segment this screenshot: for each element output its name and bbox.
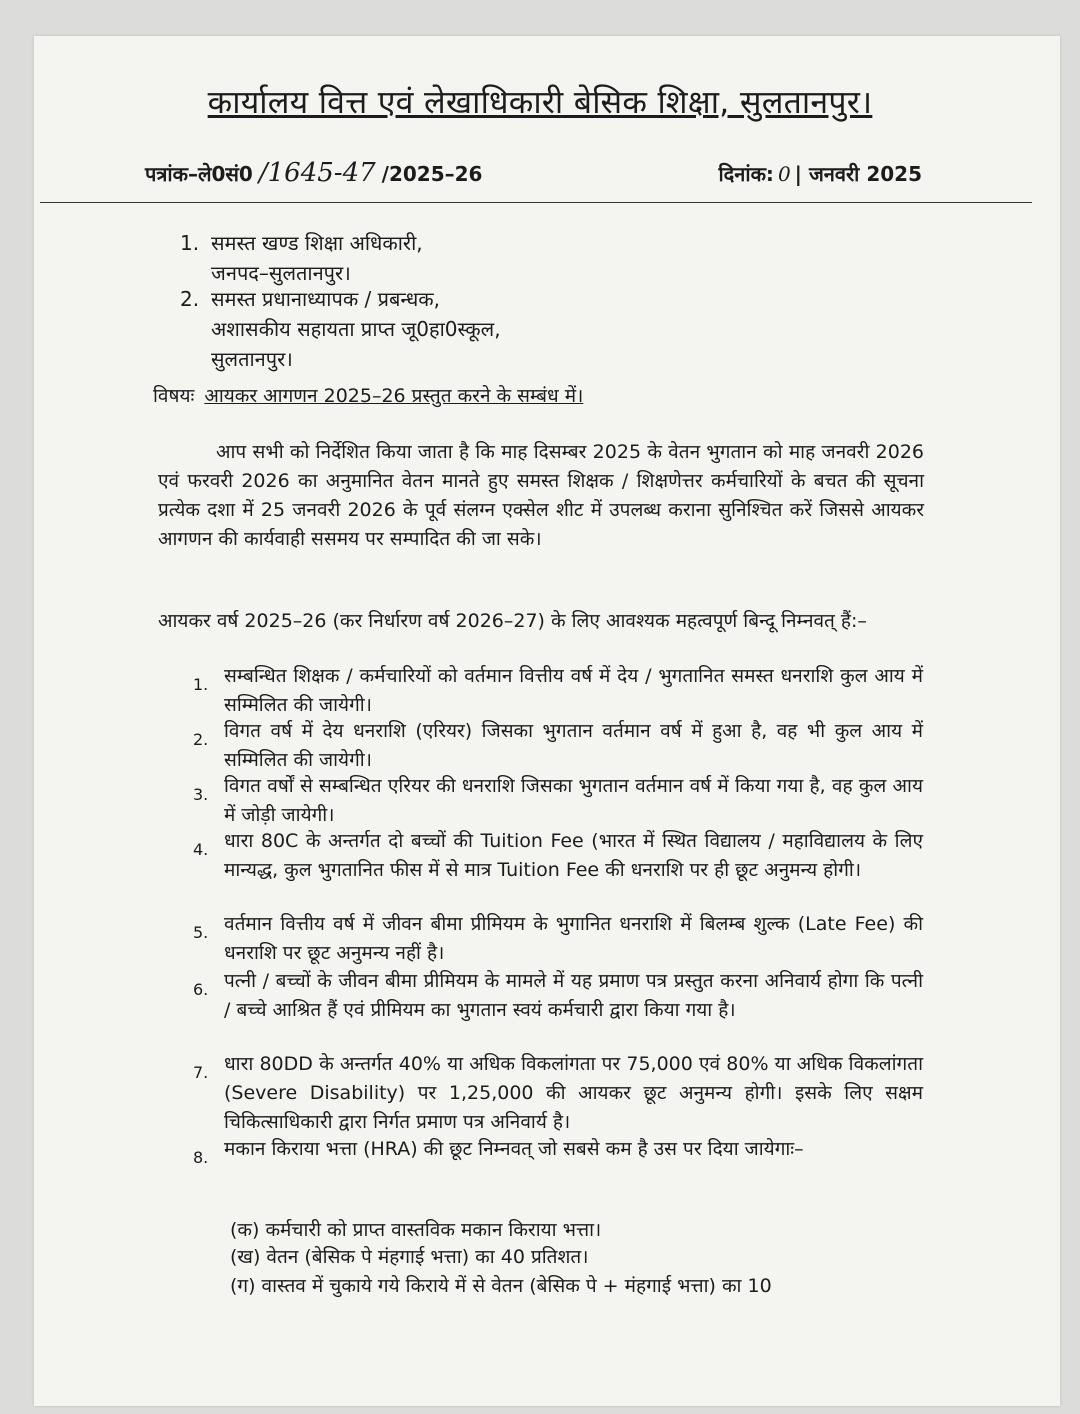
point-item-7 xyxy=(193,1050,923,1137)
ref-handwritten-number: /1645-47 xyxy=(258,158,376,188)
addressee-1 xyxy=(180,228,680,288)
point-text: पत्नी / बच्चों के जीवन बीमा प्रीमियम के मामले में यह प्रमाण पत्र प्रस्तुत करना अनिवार्य होगा कि पत्नी / बच्चे आश्रित हैं एवं प्रीमियम का भुगतान स्वयं कर्मचारी द्वारा किया गया है। xyxy=(224,970,923,1021)
addressee-line: सुलतानपुर। xyxy=(211,347,293,371)
hra-option-ga: (ग) वास्तव में चुकाये गये किराये में से वेतन (बेसिक पे + मंहगाई भत्ता) का 10 xyxy=(230,1275,772,1297)
point-item-4 xyxy=(193,827,923,885)
point-item-2 xyxy=(193,717,923,775)
point-number: 1. xyxy=(193,675,209,694)
point-number: 4. xyxy=(193,840,209,859)
point-text: धारा 80DD के अन्तर्गत 40% या अधिक विकलांगता पर 75,000 एवं 80% या अधिक विकलांगता (Severe Disability) पर 1,25,000 की आयकर छूट अनुमन्य होगी। इसके लिए सक्षम चिकित्साधिकारी द्वारा निर्गत प्रमाण पत्र अनिवार्य है। xyxy=(224,1053,923,1133)
point-item-3 xyxy=(193,772,923,830)
addressee-line: समस्त खण्ड शिक्षा अधिकारी, xyxy=(211,231,423,255)
subject-text: आयकर आगणन 2025–26 प्रस्तुत करने के सम्बंध में। xyxy=(204,385,584,407)
header-divider xyxy=(40,202,1032,203)
point-text: सम्बन्धित शिक्षक / कर्मचारियों को वर्तमान वित्तीय वर्ष में देय / भुगतानित समस्त धनराशि कुल आय में सम्मिलित की जायेगी। xyxy=(224,665,923,716)
addressee-number: 2. xyxy=(180,287,200,311)
reference-number xyxy=(145,158,482,188)
point-number: 8. xyxy=(193,1148,209,1167)
addressee-line: जनपद–सुलतानपुर। xyxy=(211,261,351,285)
date-label: दिनांक: xyxy=(718,162,774,186)
point-number: 2. xyxy=(193,730,209,749)
letter-date xyxy=(718,160,922,187)
point-text: विगत वर्ष में देय धनराशि (एरियर) जिसका भुगतान वर्तमान वर्ष में हुआ है, वह भी कुल आय में सम्मिलित की जायेगी। xyxy=(224,720,923,771)
point-number: 6. xyxy=(193,980,209,999)
ref-prefix: पत्रांक–ले0सं0 xyxy=(145,162,253,186)
point-item-6 xyxy=(193,967,923,1025)
point-number: 3. xyxy=(193,785,209,804)
addressee-2 xyxy=(180,284,740,374)
point-text: धारा 80C के अन्तर्गत दो बच्चों की Tuition Fee (भारत में स्थित विद्यालय / महाविद्यालय के लिए मान्यद्ध, कुल भुगतानित फीस में से मात्र Tuition Fee की धनराशि पर ही छूट अनुमन्य होगी। xyxy=(224,830,923,881)
subject-line xyxy=(153,382,583,408)
ref-year: /2025–26 xyxy=(381,162,483,186)
point-text: विगत वर्षों से सम्बन्धित एरियर की धनराशि जिसका भुगतान वर्तमान वर्ष में किया गया है, वह कुल आय में जोड़ी जायेगी। xyxy=(224,775,923,826)
addressee-line: अशासकीय सहायता प्राप्त जू0हा0स्कूल, xyxy=(211,317,501,341)
hra-option-kha: (ख) वेतन (बेसिक पे मंहगाई भत्ता) का 40 प्रतिशत। xyxy=(230,1246,589,1268)
subject-label: विषयः xyxy=(153,385,195,407)
point-text: वर्तमान वित्तीय वर्ष में जीवन बीमा प्रीमियम के भुगानित धनराशि में बिलम्ब शुल्क (Late Fee) की धनराशि पर छूट अनुमन्य नहीं है। xyxy=(224,913,923,964)
point-item-8 xyxy=(193,1135,923,1167)
hra-option-ka: (क) कर्मचारी को प्राप्त वास्तविक मकान किराया भत्ता। xyxy=(230,1219,602,1241)
date-handwritten-day: 0 xyxy=(777,162,791,186)
date-month-year: | जनवरी 2025 xyxy=(794,162,922,186)
point-item-5 xyxy=(193,910,923,968)
body-paragraph-2: आयकर वर्ष 2025–26 (कर निर्धारण वर्ष 2026–27) के लिए आवश्यक महत्वपूर्ण बिन्दू निम्नवत् हैं:– xyxy=(158,610,867,632)
point-number: 5. xyxy=(193,923,209,942)
point-text: मकान किराया भत्ता (HRA) की छूट निम्नवत् जो सबसे कम है उस पर दिया जायेगाः– xyxy=(224,1138,804,1160)
point-number: 7. xyxy=(193,1063,209,1082)
addressee-line: समस्त प्रधानाध्यापक / प्रबन्धक, xyxy=(211,287,440,311)
point-item-1 xyxy=(193,662,923,720)
addressee-number: 1. xyxy=(180,231,200,255)
office-title: कार्यालय वित्त एवं लेखाधिकारी बेसिक शिक्षा, सुलतानपुर। xyxy=(207,83,873,121)
body-paragraph-1: आप सभी को निर्देशित किया जाता है कि माह दिसम्बर 2025 के वेतन भुगतान को माह जनवरी 2026 एवं फरवरी 2026 का अनुमानित वेतन मानते हुए समस्त शिक्षक / शिक्षणेत्तर कर्मचारियों के बचत की सूचना प्रत्येक दशा में 25 जनवरी 2026 के पूर्व संलग्न एक्सेल शीट में उपलब्ध कराना सुनिश्चित करें जिससे आयकर आगणन की कार्यवाही ससमय पर सम्पादित की जा सके। xyxy=(158,441,924,550)
